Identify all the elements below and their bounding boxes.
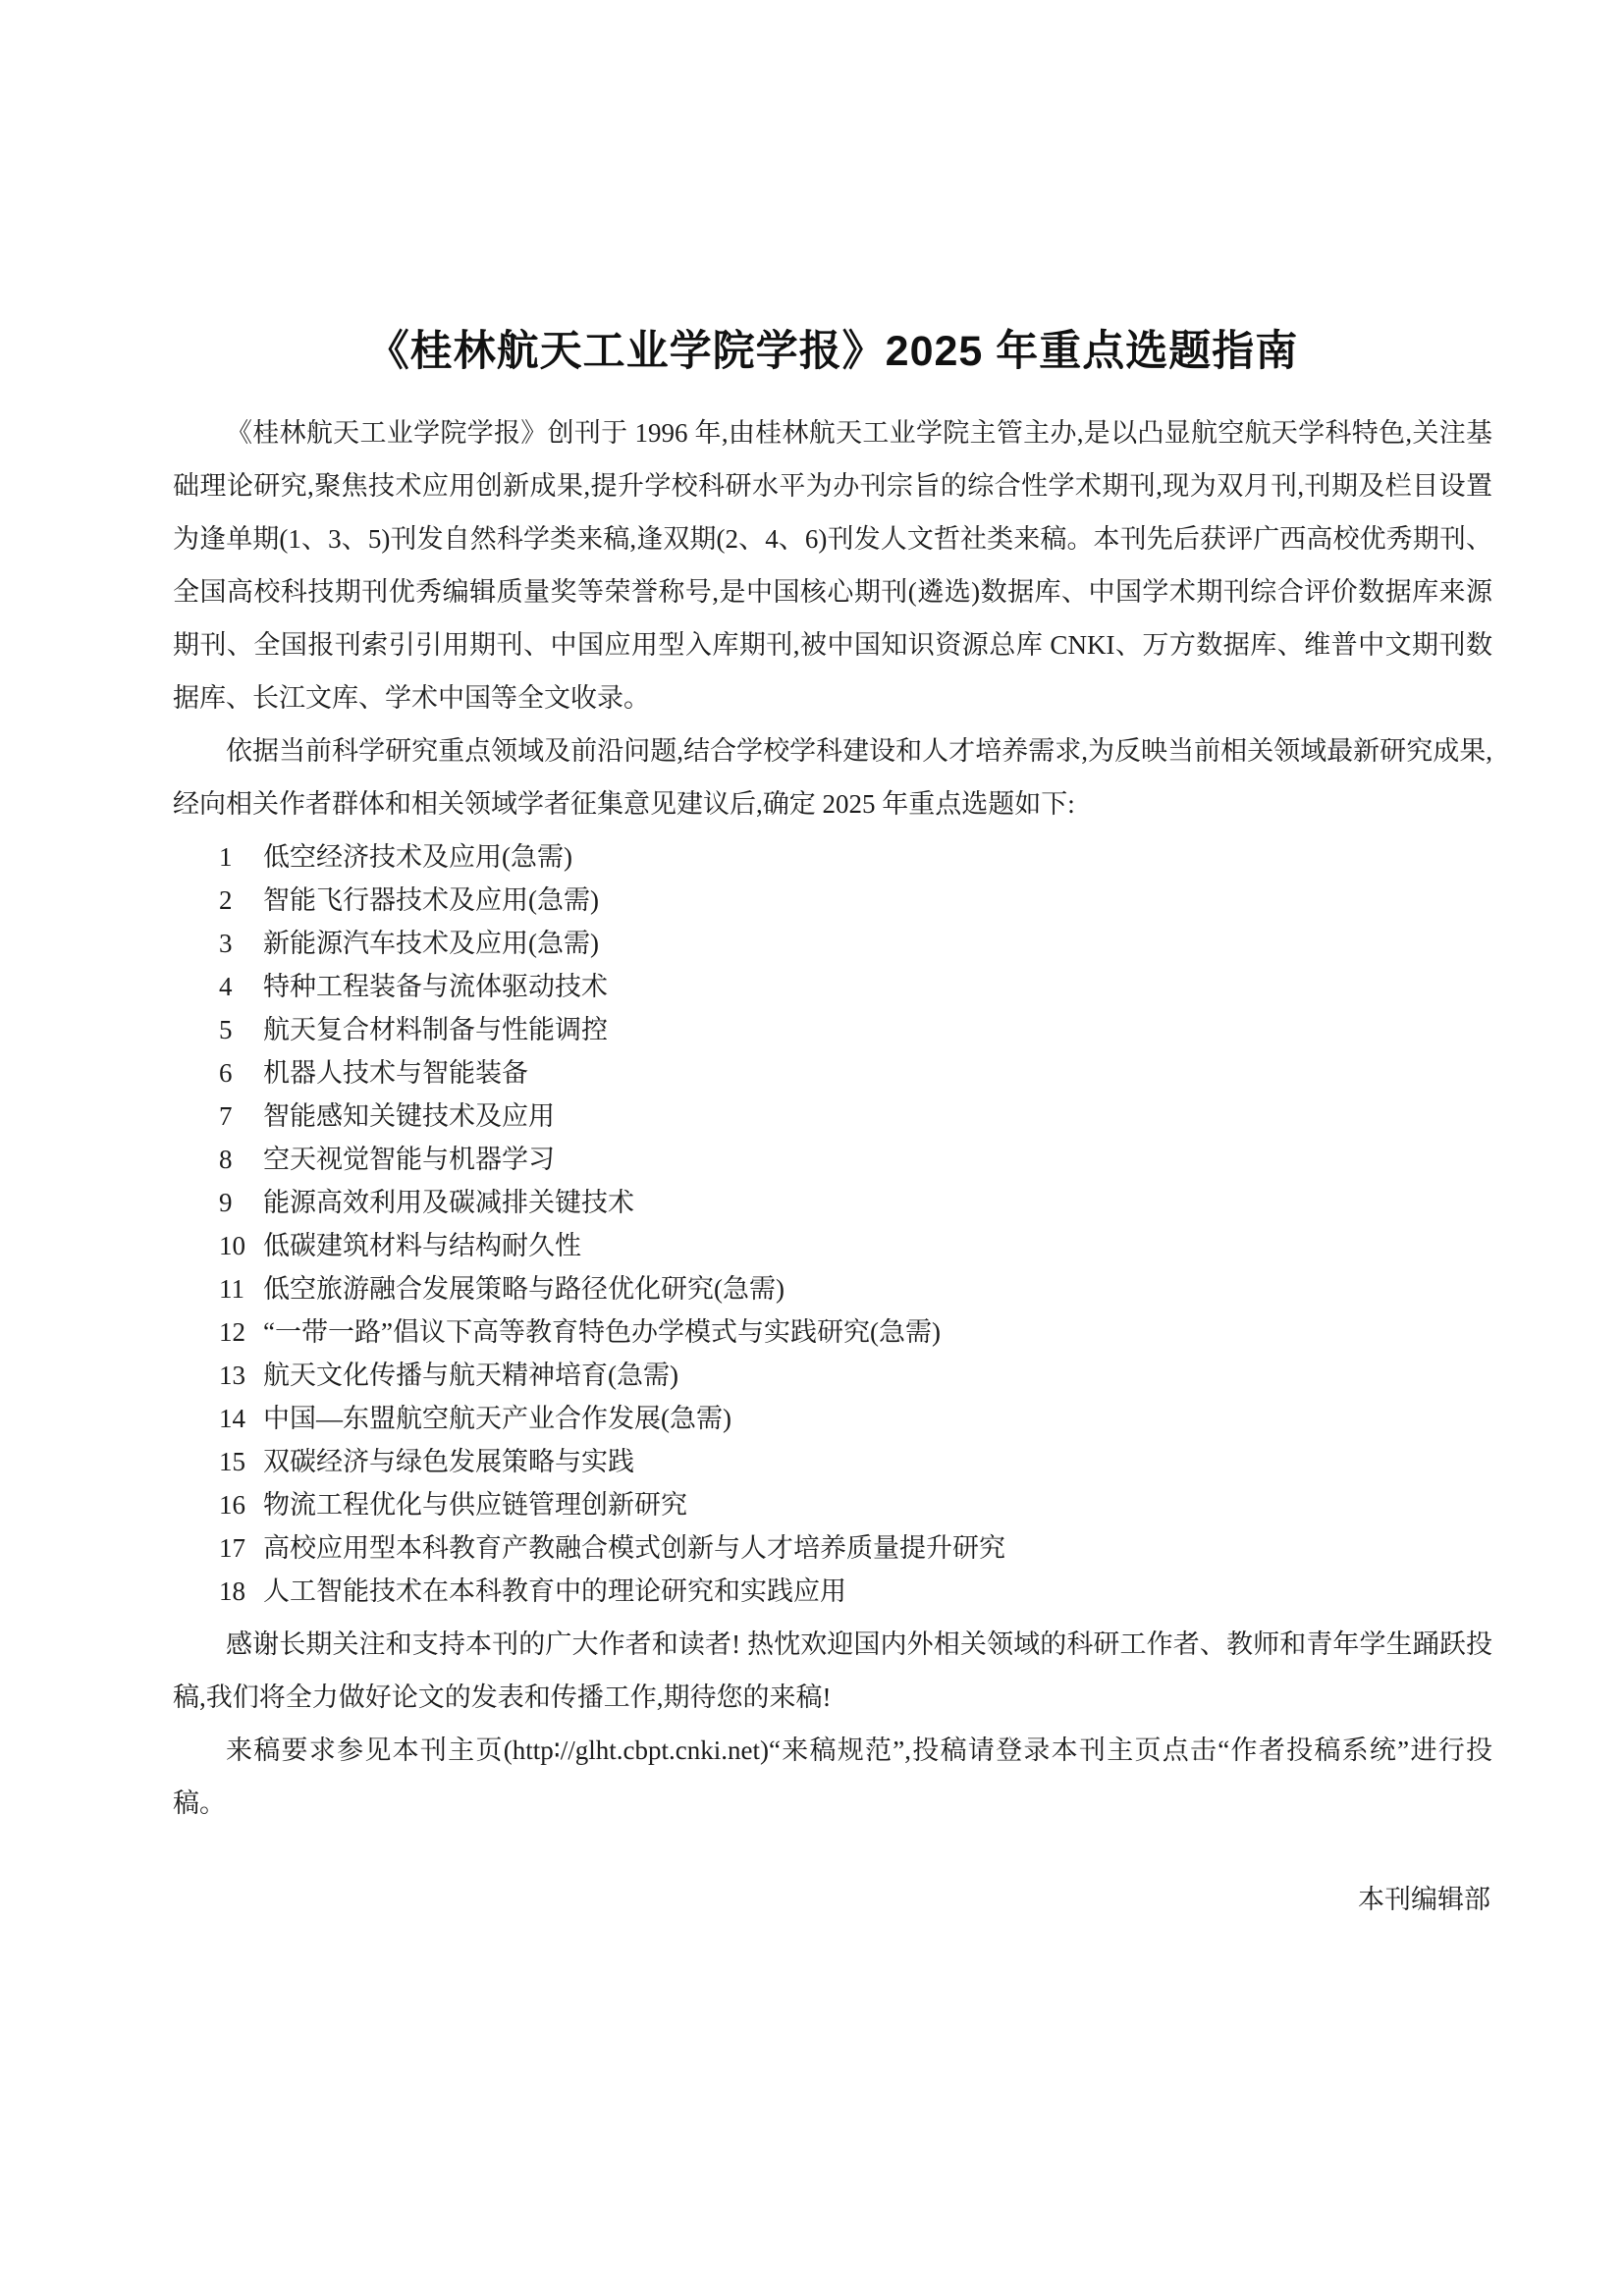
topic-item [219,1440,1492,1483]
topic-number: 3 [219,928,233,958]
topic-text: 双碳经济与绿色发展策略与实践 [263,1446,634,1476]
topic-item [219,1095,1492,1138]
topic-item [219,1483,1492,1526]
topic-number: 1 [219,841,233,872]
signature: 本刊编辑部 [1358,1884,1490,1914]
topic-item [219,1397,1492,1440]
topic-item [219,1138,1492,1181]
topic-number: 12 [219,1316,245,1347]
topic-text: “一带一路”倡议下高等教育特色办学模式与实践研究(急需) [263,1316,941,1347]
topic-text: 航天复合材料制备与性能调控 [263,1014,608,1044]
topic-item [219,1354,1492,1397]
topic-number: 17 [219,1532,245,1563]
topic-number: 15 [219,1446,245,1476]
topic-text: 低碳建筑材料与结构耐久性 [263,1230,581,1260]
topic-text: 特种工程装备与流体驱动技术 [263,971,608,1001]
topic-number: 18 [219,1575,245,1606]
topic-item [219,1051,1492,1095]
topic-item [219,1310,1492,1354]
topic-number: 11 [219,1273,244,1304]
topic-item [219,1526,1492,1570]
topic-number: 2 [219,884,233,915]
topic-number: 13 [219,1360,245,1390]
topic-item [219,1224,1492,1267]
topic-number: 7 [219,1100,233,1131]
topic-text: 空天视觉智能与机器学习 [263,1144,555,1174]
paragraph-thanks: 感谢长期关注和支持本刊的广大作者和读者! 热忱欢迎国内外相关领域的科研工作者、教师和青年学生踊跃投稿,我们将全力做好论文的发表和传播工作,期待您的来稿! [173,1629,1492,1712]
topic-text: 能源高效利用及碳减排关键技术 [263,1187,634,1217]
topic-item [219,1181,1492,1224]
paragraph-submission: 来稿要求参见本刊主页(http∶//glht.cbpt.cnki.net)“来稿规范”,投稿请登录本刊主页点击“作者投稿系统”进行投稿。 [173,1735,1492,1818]
topic-item [219,835,1492,879]
topic-text: 高校应用型本科教育产教融合模式创新与人才培养质量提升研究 [263,1532,1005,1563]
topic-item [219,922,1492,965]
topic-text: 低空旅游融合发展策略与路径优化研究(急需) [263,1273,785,1304]
paragraph-intro: 《桂林航天工业学院学报》创刊于 1996 年,由桂林航天工业学院主管主办,是以凸显航空航天学科特色,关注基础理论研究,聚焦技术应用创新成果,提升学校科研水平为办刊宗旨的综合性学术期刊,现为双月刊,刊期及栏目设置为逢单期(1、3、5)刊发自然科学类来稿,逢双期(2、4、6)刊发人文哲社类来稿。本刊先后获评广西高校优秀期刊、全国高校科技期刊优秀编辑质量奖等荣誉称号,是中国核心期刊(遴选)数据库、中国学术期刊综合评价数据库来源期刊、全国报刊索引引用期刊、中国应用型入库期刊,被中国知识资源总库 CNKI、万方数据库、维普中文期刊数据库、长江文库、学术中国等全文收录。 [173,417,1492,713]
topic-item [219,879,1492,922]
topic-text: 航天文化传播与航天精神培育(急需) [263,1360,678,1390]
topic-text: 人工智能技术在本科教育中的理论研究和实践应用 [263,1575,846,1606]
topic-text: 智能感知关键技术及应用 [263,1100,555,1131]
topic-text: 机器人技术与智能装备 [263,1057,528,1088]
topic-item [219,1570,1492,1613]
topic-number: 6 [219,1057,233,1088]
topic-number: 4 [219,971,233,1001]
topic-list [173,835,1492,1613]
topic-item [219,965,1492,1008]
topic-text: 中国—东盟航空航天产业合作发展(急需) [263,1403,731,1433]
topic-item [219,1267,1492,1310]
paragraph-topics-lead: 依据当前科学研究重点领域及前沿问题,结合学校学科建设和人才培养需求,为反映当前相关领域最新研究成果,经向相关作者群体和相关领域学者征集意见建议后,确定 2025 年重点选题如下: [173,735,1492,819]
topic-number: 8 [219,1144,233,1174]
topic-text: 物流工程优化与供应链管理创新研究 [263,1489,687,1520]
topic-number: 5 [219,1014,233,1044]
topic-item [219,1008,1492,1051]
page-title: 《桂林航天工业学院学报》2025 年重点选题指南 [366,328,1299,375]
topic-number: 9 [219,1187,233,1217]
topic-number: 10 [219,1230,245,1260]
topic-text: 智能飞行器技术及应用(急需) [263,884,599,915]
topic-number: 14 [219,1403,245,1433]
topic-text: 新能源汽车技术及应用(急需) [263,928,599,958]
topic-text: 低空经济技术及应用(急需) [263,841,572,872]
topic-number: 16 [219,1489,245,1520]
